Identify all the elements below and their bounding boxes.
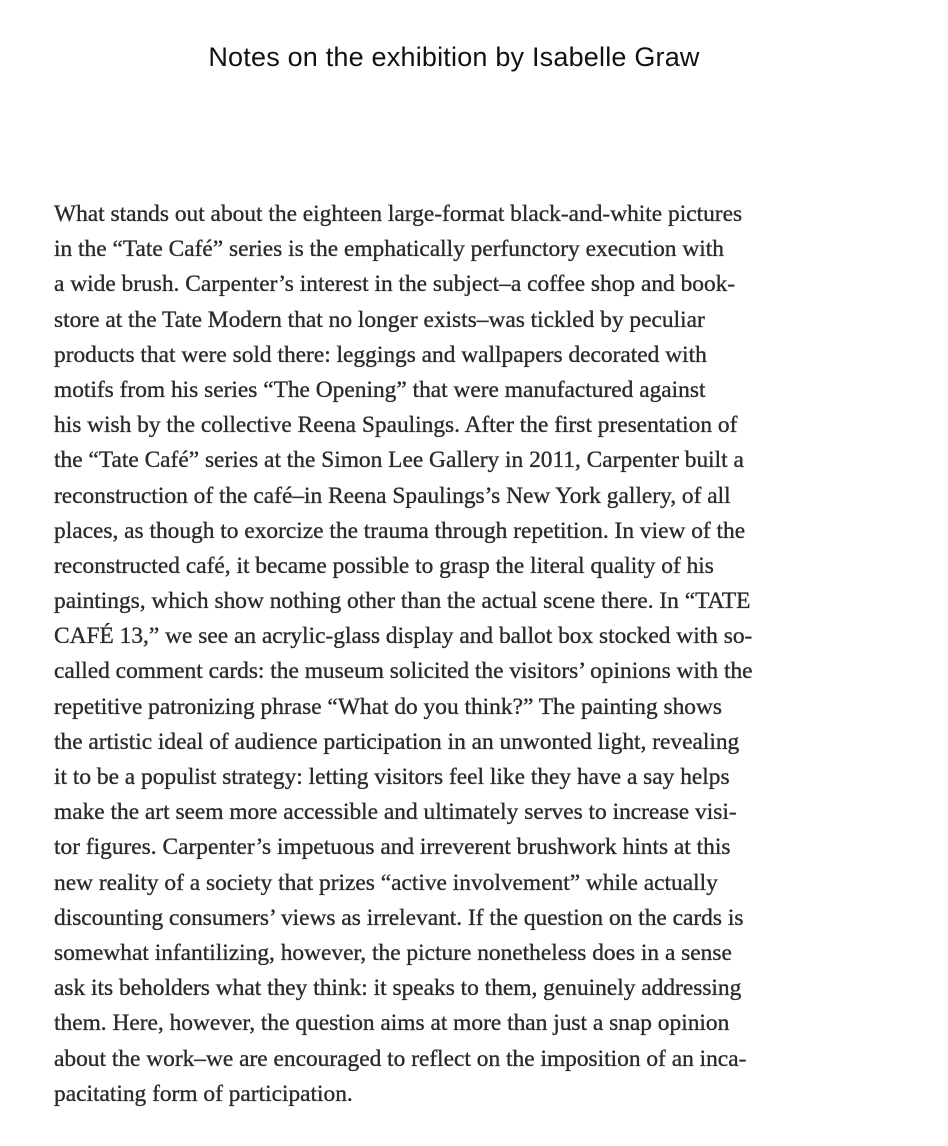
text-line: motifs from his series “The Opening” that were manufactured against: [54, 376, 706, 403]
text-line: products that were sold there: leggings and wallpapers decorated with: [54, 341, 707, 368]
text-line: them. Here, however, the question aims at more than just a snap opinion: [54, 1010, 730, 1037]
text-line: new reality of a society that prizes “active involvement” while actually: [54, 869, 718, 896]
text-line: paintings, which show nothing other than the actual scene there. In “TATE: [54, 588, 751, 615]
text-line: reconstruction of the café–in Reena Spaulings’s New York gallery, of all: [54, 482, 731, 509]
text-line: places, as though to exorcize the trauma through repetition. In view of the: [54, 517, 746, 544]
text-line: pacitating form of participation.: [54, 1080, 353, 1107]
text-line: his wish by the collective Reena Spaulings. After the first presentation of: [54, 412, 738, 439]
text-line: in the “Tate Café” series is the emphatically perfunctory execution with: [54, 236, 724, 263]
text-line: repetitive patronizing phrase “What do you think?” The painting shows: [54, 693, 722, 720]
text-line: tor figures. Carpenter’s impetuous and irreverent brushwork hints at this: [54, 834, 731, 861]
text-line: the “Tate Café” series at the Simon Lee Gallery in 2011, Carpenter built a: [54, 447, 744, 474]
text-line: a wide brush. Carpenter’s interest in the subject–a coffee shop and book-: [54, 271, 736, 298]
text-line: reconstructed café, it became possible to grasp the literal quality of his: [54, 552, 714, 579]
text-line: the artistic ideal of audience participation in an unwonted light, revealing: [54, 728, 740, 755]
text-line: CAFÉ 13,” we see an acrylic-glass display and ballot box stocked with so-: [54, 623, 753, 650]
text-line: somewhat infantilizing, however, the picture nonetheless does in a sense: [54, 939, 732, 966]
page-title: Notes on the exhibition by Isabelle Graw: [208, 42, 700, 72]
text-line: What stands out about the eighteen large-format black-and-white pictures: [54, 201, 743, 227]
text-line: called comment cards: the museum solicited the visitors’ opinions with the: [54, 658, 753, 685]
body-paragraph: [54, 197, 914, 1112]
text-line: discounting consumers’ views as irrelevant. If the question on the cards is: [54, 904, 744, 931]
text-line: make the art seem more accessible and ultimately serves to increase visi-: [54, 799, 737, 826]
text-line: about the work–we are encouraged to reflect on the imposition of an inca-: [54, 1045, 747, 1072]
text-line: it to be a populist strategy: letting visitors feel like they have a say helps: [54, 764, 730, 790]
text-line: store at the Tate Modern that no longer exists–was tickled by peculiar: [54, 306, 705, 333]
text-line: ask its beholders what they think: it speaks to them, genuinely addressing: [54, 975, 742, 1002]
